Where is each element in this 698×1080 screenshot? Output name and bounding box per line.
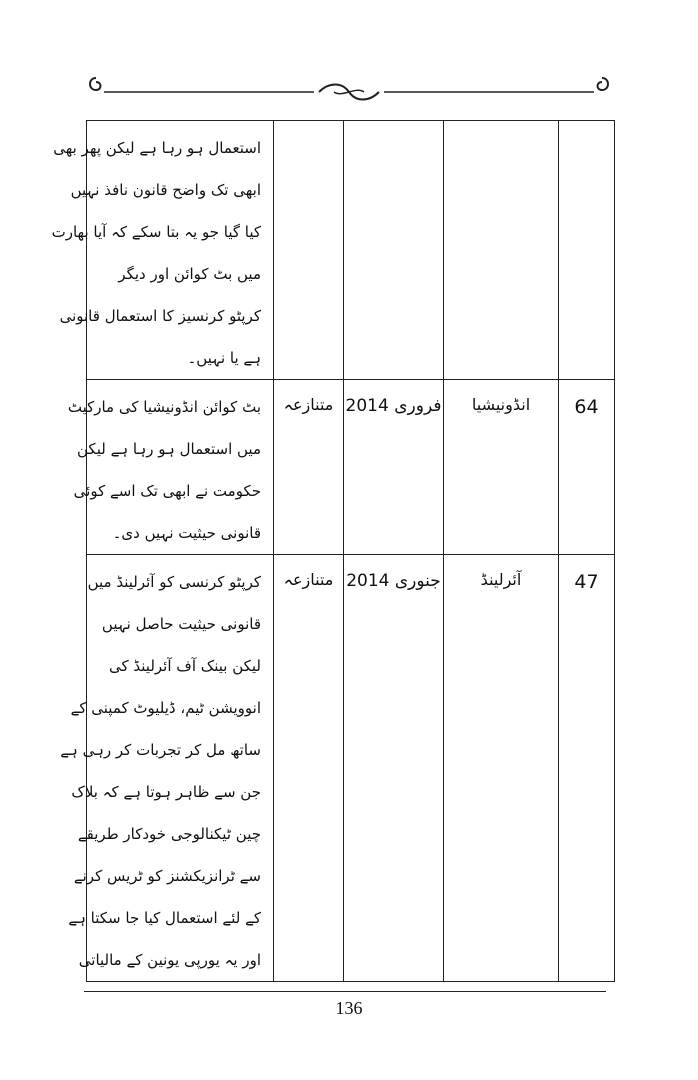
description-line: انوویشن ٹیم، ڈیلیوٹ کمپنی کے: [70, 699, 261, 717]
description-line: ہے یا نہیں۔: [187, 349, 261, 367]
description-line: میں استعمال ہو رہا ہے لیکن: [77, 440, 261, 458]
description-line: لیکن بینک آف آئرلینڈ کی: [109, 657, 261, 675]
data-table: [51, 120, 615, 982]
description-cell: [67, 380, 274, 555]
description-cell: [60, 555, 274, 982]
description-line: ساتھ مل کر تجربات کر رہی ہے: [60, 741, 261, 759]
description-line: اور یہ یورپی یونین کے مالیاتی: [78, 951, 261, 969]
header-ornament: [84, 72, 614, 102]
number-cell: [559, 121, 615, 380]
description-line: کے لئے استعمال کیا جا سکتا ہے: [68, 909, 261, 927]
page-number: 136: [335, 998, 363, 1018]
description-line: بٹ کوائن انڈونیشیا کی مارکیٹ: [67, 398, 261, 416]
status-cell: متنازعہ: [274, 380, 344, 555]
description-line: کرپٹو کرنسی کو آئرلینڈ میں: [87, 573, 261, 591]
table-row: [87, 121, 615, 380]
table-row: [87, 380, 615, 555]
description-text: [60, 555, 273, 981]
country-cell: آئرلینڈ: [444, 555, 559, 982]
description-line: میں بٹ کوائن اور دیگر: [118, 265, 261, 283]
description-line: چین ٹیکنالوجی خودکار طریقے: [77, 825, 261, 843]
description-line: کرپٹو کرنسیز کا استعمال قانونی: [59, 307, 261, 325]
description-line: قانونی حیثیت نہیں دی۔: [112, 524, 261, 542]
number-cell: 47: [559, 555, 615, 982]
description-cell: [51, 121, 274, 380]
description-line: استعمال ہو رہا ہے لیکن پھر بھی: [53, 139, 261, 157]
description-line: ابھی تک واضح قانون نافذ نہیں: [70, 181, 261, 199]
date-cell: [344, 121, 444, 380]
footer-rule: [84, 991, 606, 992]
description-line: کیا گیا جو یہ بتا سکے کہ آیا بھارت: [51, 223, 261, 241]
date-cell: فروری 2014: [344, 380, 444, 555]
description-text: [67, 380, 273, 554]
description-line: حکومت نے ابھی تک اسے کوئی: [73, 482, 261, 500]
status-cell: متنازعہ: [274, 555, 344, 982]
country-cell: [444, 121, 559, 380]
table-row: [87, 555, 615, 982]
description-line: قانونی حیثیت حاصل نہیں: [101, 615, 261, 633]
status-cell: [274, 121, 344, 380]
date-cell: جنوری 2014: [344, 555, 444, 982]
number-cell: 64: [559, 380, 615, 555]
description-line: سے ٹرانزیکشنز کو ٹریس کرنے: [73, 867, 261, 885]
country-cell: انڈونیشیا: [444, 380, 559, 555]
description-text: [51, 121, 273, 379]
description-line: جن سے ظاہر ہوتا ہے کہ بلاک: [71, 783, 261, 801]
